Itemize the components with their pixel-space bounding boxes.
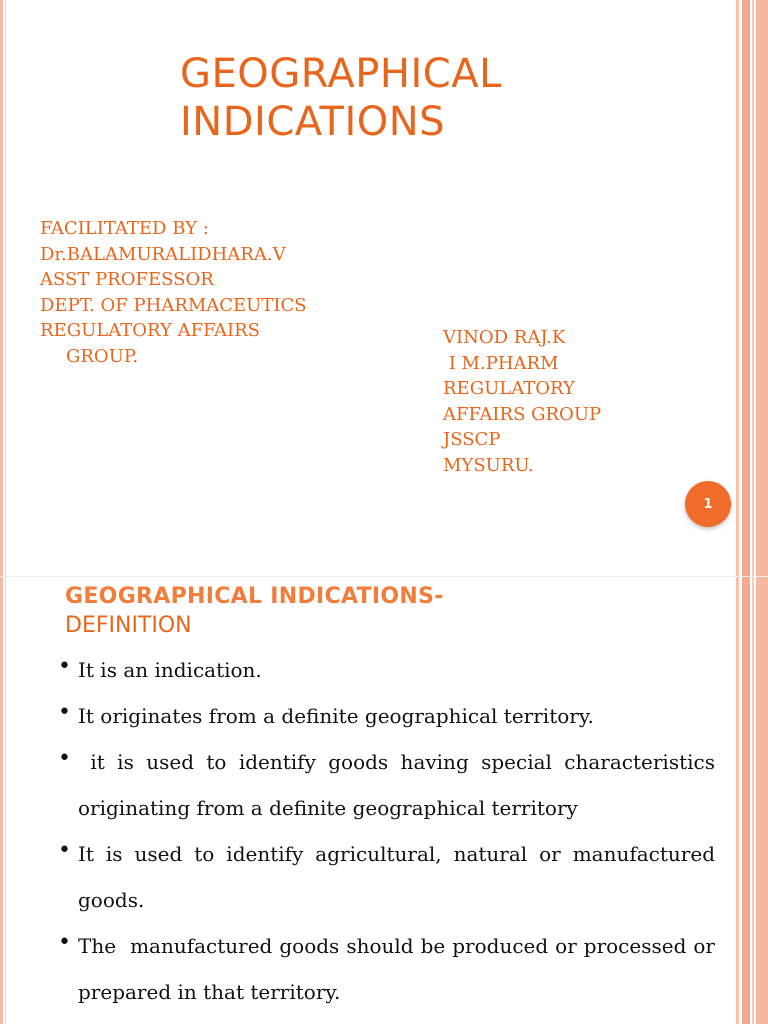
facilitator-name: Dr.BALAMURALIDHARA.V bbox=[40, 243, 286, 265]
student-city: MYSURU. bbox=[443, 454, 534, 476]
definition-bullet-list bbox=[58, 647, 722, 1015]
facilitator-group-line-1: REGULATORY AFFAIRS bbox=[40, 320, 260, 341]
facilitator-group-line-2: GROUP. bbox=[66, 345, 139, 367]
list-item bbox=[58, 831, 715, 923]
right-stripe-decoration bbox=[736, 577, 768, 1024]
page-number-badge: 1 bbox=[685, 481, 731, 527]
facilitator-block bbox=[40, 216, 307, 369]
definition-title bbox=[65, 583, 444, 641]
list-item bbox=[58, 739, 722, 831]
slide-title bbox=[180, 50, 502, 146]
bullet-icon: • bbox=[58, 700, 71, 725]
bullet-icon: • bbox=[58, 838, 71, 863]
slide-title-line-2: INDICATIONS bbox=[180, 99, 446, 145]
bullet-text: It is used to identify agricultural, natural or manufactured goods. bbox=[78, 842, 715, 912]
student-group-line-2: AFFAIRS GROUP bbox=[443, 403, 602, 425]
slide-title-line-1: GEOGRAPHICAL bbox=[180, 51, 502, 97]
definition-title-main: GEOGRAPHICAL INDICATIONS- bbox=[65, 584, 444, 609]
list-item bbox=[58, 693, 715, 739]
bullet-icon: • bbox=[58, 746, 71, 771]
list-item bbox=[58, 647, 715, 693]
left-border-decoration bbox=[0, 577, 3, 1024]
bullet-icon: • bbox=[58, 654, 71, 679]
right-stripe-decoration bbox=[736, 0, 768, 576]
student-group-line-1: REGULATORY bbox=[443, 378, 575, 399]
student-block bbox=[443, 325, 601, 478]
bullet-text: The manufactured goods should be produced or processed or prepared in that territory. bbox=[78, 934, 722, 1004]
bullet-text: It originates from a definite geographical territory. bbox=[78, 704, 594, 728]
student-college: JSSCP bbox=[443, 429, 501, 450]
facilitator-heading: FACILITATED BY : bbox=[40, 218, 209, 239]
facilitator-department: DEPT. OF PHARMACEUTICS bbox=[40, 294, 307, 316]
bullet-text: It is an indication. bbox=[78, 658, 262, 682]
definition-title-sub: DEFINITION bbox=[65, 613, 192, 638]
bullet-icon: • bbox=[58, 930, 71, 955]
definition-slide bbox=[0, 577, 768, 1024]
facilitator-designation: ASST PROFESSOR bbox=[40, 269, 214, 290]
student-name: VINOD RAJ.K bbox=[443, 327, 566, 348]
student-course: I M.PHARM bbox=[443, 352, 559, 374]
list-item bbox=[58, 923, 722, 1015]
left-border-decoration bbox=[0, 0, 3, 576]
bullet-text: it is used to identify goods having special characteristics originating from a definite geographical territory bbox=[78, 750, 722, 820]
